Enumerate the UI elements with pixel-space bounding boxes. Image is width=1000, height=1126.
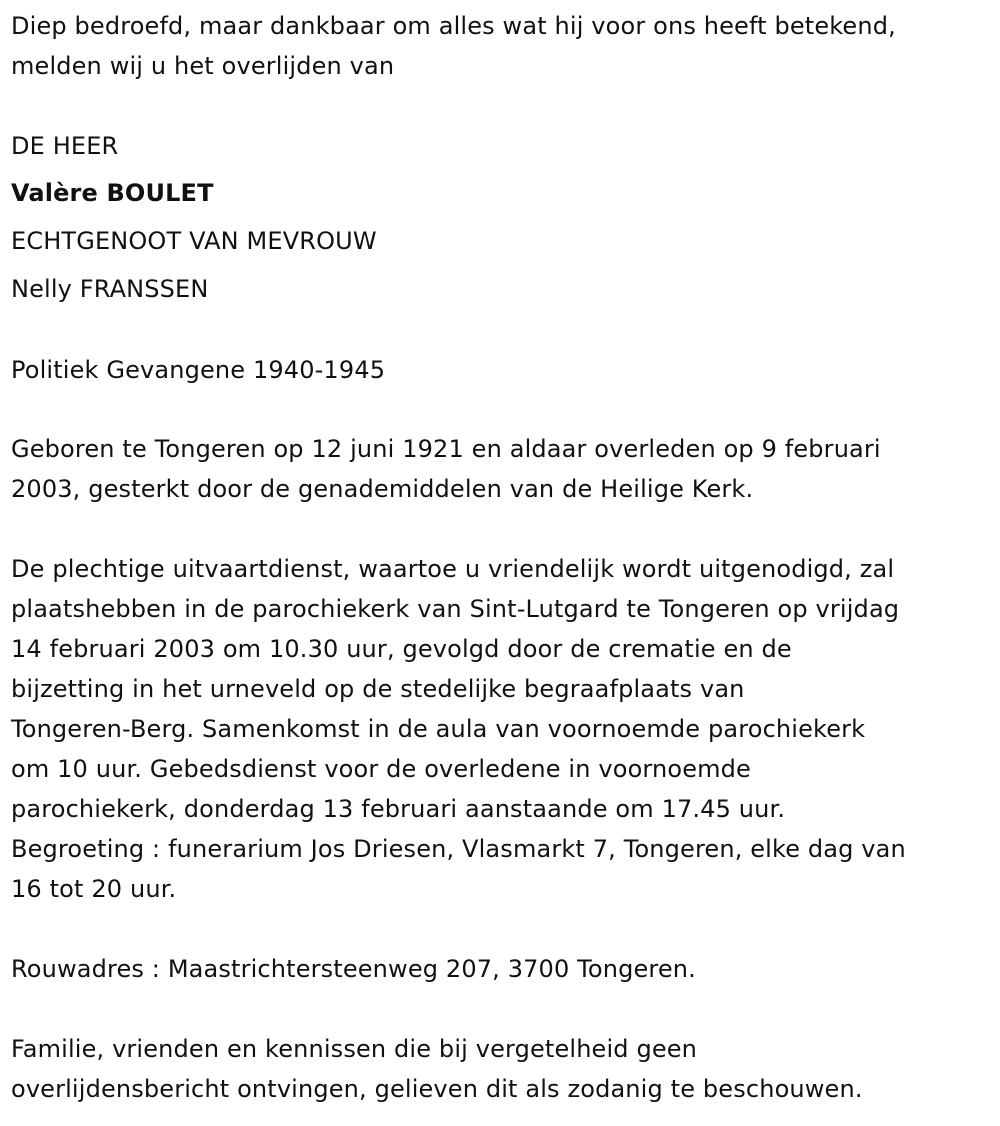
service-line-8: Begroeting : funerarium Jos Driesen, Vlasmarkt 7, Tongeren, elke dag van <box>11 835 906 863</box>
service-line-2: plaatshebben in de parochiekerk van Sint-Lutgard te Tongeren op vrijdag <box>11 595 900 623</box>
closing-line-1: Familie, vrienden en kennissen die bij vergetelheid geen <box>11 1035 698 1063</box>
service-line-6: om 10 uur. Gebedsdienst voor de overledene in voornoemde <box>11 755 751 783</box>
deceased-name: Valère BOULET <box>11 179 214 207</box>
address-line: Rouwadres : Maastrichtersteenweg 207, 3700 Tongeren. <box>11 955 696 983</box>
closing-line-2: overlijdensbericht ontvingen, gelieven dit als zodanig te beschouwen. <box>11 1075 863 1103</box>
birth-death-line-1: Geboren te Tongeren op 12 juni 1921 en aldaar overleden op 9 februari <box>11 435 881 463</box>
intro-line-2: melden wij u het overlijden van <box>11 52 395 80</box>
spouse-name: Nelly FRANSSEN <box>11 275 209 303</box>
service-line-3: 14 februari 2003 om 10.30 uur, gevolgd door de crematie en de <box>11 635 792 663</box>
title-line: Politiek Gevangene 1940-1945 <box>11 356 386 384</box>
intro-line-1: Diep bedroefd, maar dankbaar om alles wat hij voor ons heeft betekend, <box>11 12 896 40</box>
birth-death-line-2: 2003, gesterkt door de genademiddelen van de Heilige Kerk. <box>11 475 754 503</box>
service-line-4: bijzetting in het urneveld op de stedelijke begraafplaats van <box>11 675 745 703</box>
service-line-7: parochiekerk, donderdag 13 februari aanstaande om 17.45 uur. <box>11 795 786 823</box>
service-line-9: 16 tot 20 uur. <box>11 875 177 903</box>
relation-label: ECHTGENOOT VAN MEVROUW <box>11 227 377 255</box>
service-line-5: Tongeren-Berg. Samenkomst in de aula van voornoemde parochiekerk <box>11 715 866 743</box>
honorific: DE HEER <box>11 132 119 160</box>
service-line-1: De plechtige uitvaartdienst, waartoe u vriendelijk wordt uitgenodigd, zal <box>11 555 895 583</box>
